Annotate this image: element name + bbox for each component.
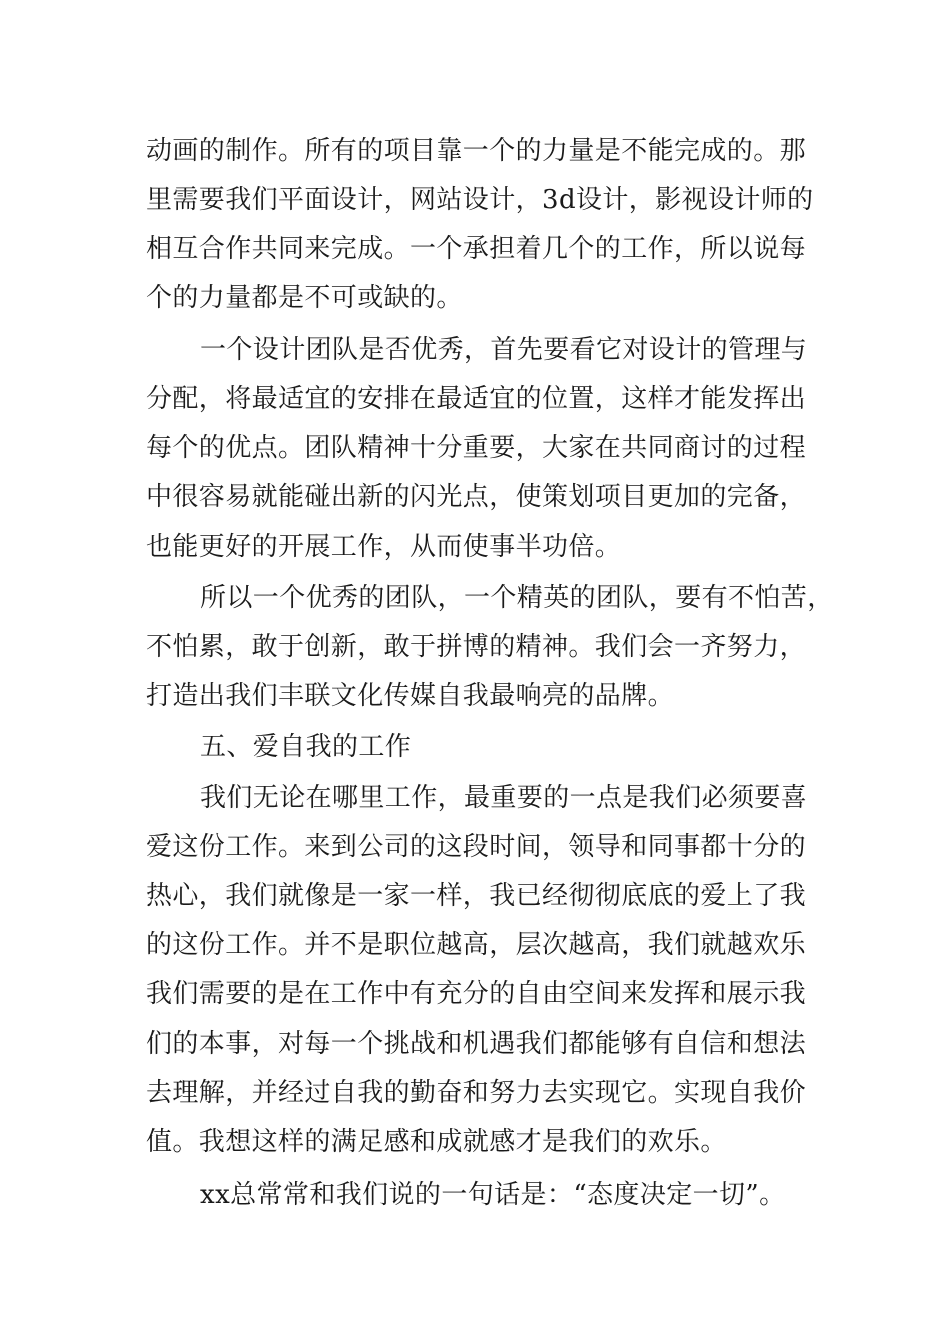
text-line: 去理解，并经过自我的勤奋和努力去实现它。实现自我价 bbox=[146, 1078, 807, 1108]
text-line: 热心，我们就像是一家一样，我已经彻彻底底的爱上了我 bbox=[146, 881, 807, 911]
paragraph-first-line: 一个设计团队是否优秀，首先要看它对设计的管理与 bbox=[200, 335, 808, 365]
section-heading: 五、爱自我的工作 bbox=[200, 732, 412, 762]
text-line: 个的力量都是不可或缺的。 bbox=[146, 283, 463, 313]
text-line: 我们需要的是在工作中有充分的自由空间来发挥和展示我 bbox=[146, 979, 807, 1009]
text-line: 打造出我们丰联文化传媒自我最响亮的品牌。 bbox=[146, 681, 675, 711]
text-line: 爱这份工作。来到公司的这段时间，领导和同事都十分的 bbox=[146, 832, 807, 862]
text-line: 值。我想这样的满足感和成就感才是我们的欢乐。 bbox=[146, 1127, 727, 1157]
text-line: 的这份工作。并不是职位越高，层次越高，我们就越欢乐 bbox=[146, 930, 807, 960]
text-line: 里需要我们平面设计，网站设计，3d设计，影视设计师的 bbox=[146, 185, 814, 215]
text-line: 也能更好的开展工作，从而使事半功倍。 bbox=[146, 532, 622, 562]
paragraph-first-line: xx总常常和我们说的一句话是：“态度决定一切”。 bbox=[200, 1180, 786, 1210]
paragraph-first-line: 我们无论在哪里工作，最重要的一点是我们必须要喜 bbox=[200, 783, 808, 813]
text-line: 中很容易就能碰出新的闪光点，使策划项目更加的完备， bbox=[146, 482, 807, 512]
text-line: 每个的优点。团队精神十分重要，大家在共同商讨的过程 bbox=[146, 433, 807, 463]
text-line: 分配，将最适宜的安排在最适宜的位置，这样才能发挥出 bbox=[146, 384, 807, 414]
text-line: 们的本事，对每一个挑战和机遇我们都能够有自信和想法 bbox=[146, 1029, 807, 1059]
text-line: 不怕累，敢于创新，敢于拼博的精神。我们会一齐努力， bbox=[146, 632, 807, 662]
paragraph-first-line: 所以一个优秀的团队，一个精英的团队，要有不怕苦， bbox=[200, 583, 834, 613]
text-line: 相互合作共同来完成。一个承担着几个的工作，所以说每 bbox=[146, 234, 807, 264]
text-line: 动画的制作。所有的项目靠一个的力量是不能完成的。那 bbox=[146, 136, 807, 166]
